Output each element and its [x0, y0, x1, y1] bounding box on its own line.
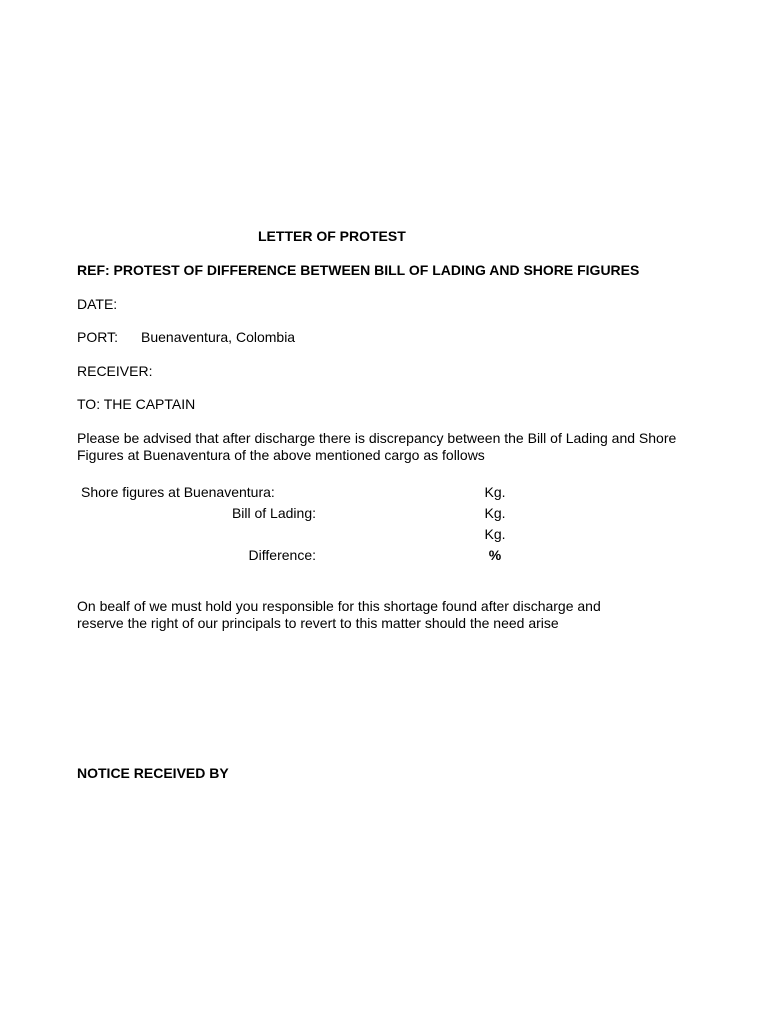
bill-of-lading-unit: Kg. [484, 505, 506, 521]
port-value: Buenaventura, Colombia [141, 329, 296, 345]
shore-figures-unit: Kg. [484, 484, 506, 500]
notice-received-by: NOTICE RECEIVED BY [77, 765, 229, 781]
reference-line: REF: PROTEST OF DIFFERENCE BETWEEN BILL OF LADING AND SHORE FIGURES [77, 262, 640, 278]
port-label: PORT: [77, 329, 118, 345]
closing-line-2: reserve the right of our principals to revert to this matter should the need arise [77, 615, 559, 631]
difference-unit: % [488, 547, 502, 563]
shore-figures-label: Shore figures at Buenaventura: [81, 484, 275, 500]
blank-row-unit: Kg. [484, 526, 506, 542]
intro-line-2: Figures at Buenaventura of the above mentioned cargo as follows [77, 447, 485, 463]
difference-label: Difference: [248, 547, 316, 563]
date-label: DATE: [77, 296, 118, 312]
receiver-label: RECEIVER: [77, 363, 153, 379]
to-line: TO: THE CAPTAIN [77, 396, 196, 412]
bill-of-lading-label: Bill of Lading: [231, 505, 316, 521]
intro-line-1: Please be advised that after discharge there is discrepancy between the Bill of Lading and Shore [77, 430, 677, 446]
letter-title: LETTER OF PROTEST [258, 228, 406, 244]
closing-line-1: On bealf of we must hold you responsible for this shortage found after discharge and [77, 598, 601, 614]
